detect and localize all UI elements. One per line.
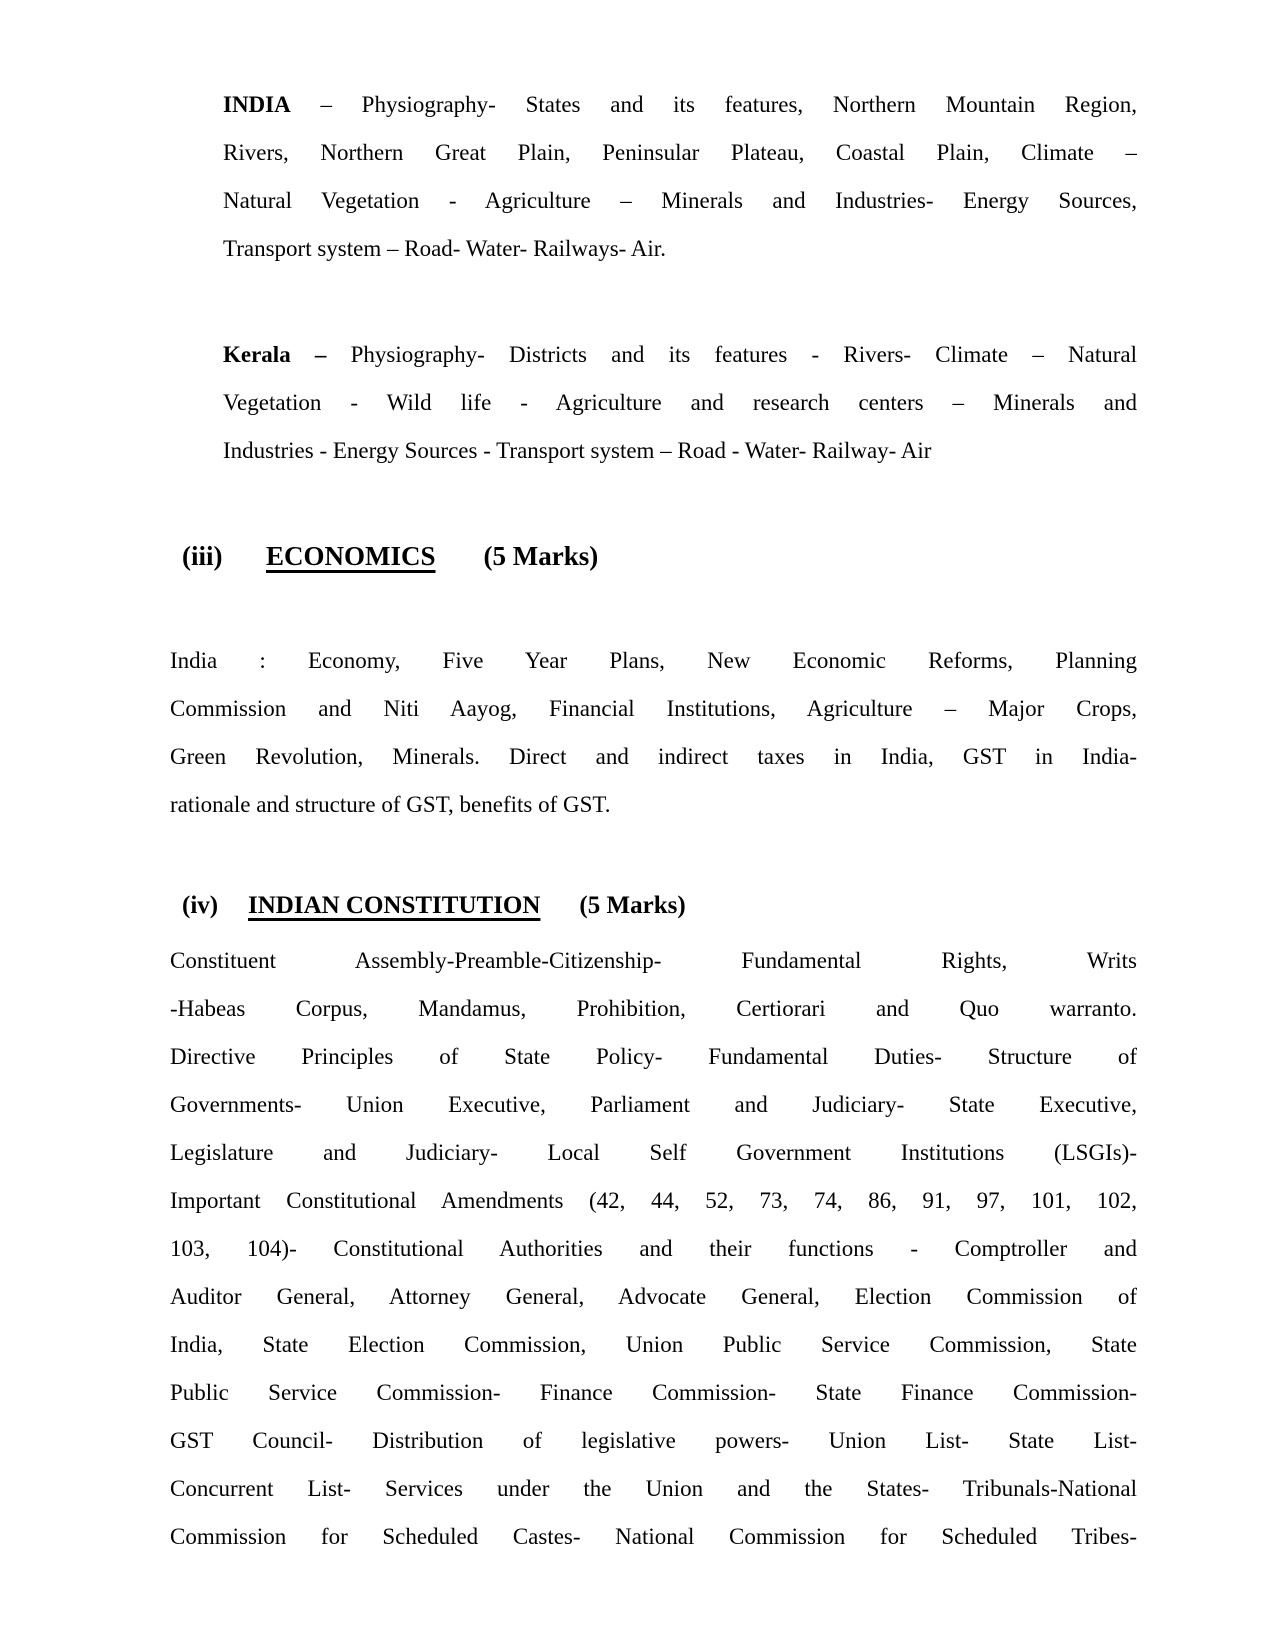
- text-line: -Habeas Corpus, Mandamus, Prohibition, Certiorari and Quo warranto.: [170, 996, 1137, 1021]
- text-line: rationale and structure of GST, benefits of GST.: [170, 792, 611, 817]
- text-line: Legislature and Judiciary- Local Self Government Institutions (LSGIs)-: [170, 1140, 1137, 1165]
- heading-title: ECONOMICS: [266, 541, 436, 571]
- text-line: Green Revolution, Minerals. Direct and indirect taxes in India, GST in India-: [170, 744, 1137, 769]
- para-india-geography: [170, 81, 1137, 273]
- heading-number: (iii): [182, 541, 223, 571]
- text-line: Rivers, Northern Great Plain, Peninsular Plateau, Coastal Plain, Climate –: [223, 140, 1137, 165]
- text-line: India, State Election Commission, Union Public Service Commission, State: [170, 1332, 1137, 1357]
- text-line: Commission and Niti Aayog, Financial Institutions, Agriculture – Major Crops,: [170, 696, 1137, 721]
- heading-indian-constitution: [170, 882, 1137, 930]
- text-line: Commission for Scheduled Castes- National Commission for Scheduled Tribes-: [170, 1524, 1137, 1549]
- text-line: India : Economy, Five Year Plans, New Economic Reforms, Planning: [170, 648, 1137, 673]
- text-line: Concurrent List- Services under the Union and the States- Tribunals-National: [170, 1476, 1137, 1501]
- bold-lead-word: INDIA: [223, 92, 291, 117]
- heading-economics: [170, 532, 1137, 580]
- text-line: Auditor General, Attorney General, Advocate General, Election Commission of: [170, 1284, 1137, 1309]
- text-line: 103, 104)- Constitutional Authorities and their functions - Comptroller and: [170, 1236, 1137, 1261]
- text-line: GST Council- Distribution of legislative powers- Union List- State List-: [170, 1428, 1137, 1453]
- heading-title: INDIAN CONSTITUTION: [248, 892, 541, 919]
- text-line: INDIA – Physiography- States and its features, Northern Mountain Region,: [223, 92, 1137, 117]
- text-line: Directive Principles of State Policy- Fundamental Duties- Structure of: [170, 1044, 1137, 1069]
- text-line: Constituent Assembly-Preamble-Citizenship- Fundamental Rights, Writs: [170, 948, 1137, 973]
- heading-number: (iv): [182, 892, 219, 919]
- bold-lead-word: Kerala –: [223, 342, 327, 367]
- para-economics-body: [170, 637, 1137, 829]
- text-line: Transport system – Road- Water- Railways- Air.: [223, 236, 666, 261]
- text-line: Important Constitutional Amendments (42, 44, 52, 73, 74, 86, 91, 97, 101, 102,: [170, 1188, 1137, 1213]
- text-line: Industries - Energy Sources - Transport system – Road - Water- Railway- Air: [223, 438, 932, 463]
- heading-marks: (5 Marks): [483, 541, 599, 571]
- text-line: Kerala – Physiography- Districts and its features - Rivers- Climate – Natural: [223, 342, 1137, 367]
- text-line: Governments- Union Executive, Parliament and Judiciary- State Executive,: [170, 1092, 1137, 1117]
- text-line: Natural Vegetation - Agriculture – Minerals and Industries- Energy Sources,: [223, 188, 1137, 213]
- para-kerala-geography: [170, 331, 1137, 475]
- heading-marks: (5 Marks): [579, 892, 686, 919]
- text-line: Vegetation - Wild life - Agriculture and research centers – Minerals and: [223, 390, 1137, 415]
- para-constitution-body: [170, 937, 1137, 1561]
- text-line: Public Service Commission- Finance Commission- State Finance Commission-: [170, 1380, 1137, 1405]
